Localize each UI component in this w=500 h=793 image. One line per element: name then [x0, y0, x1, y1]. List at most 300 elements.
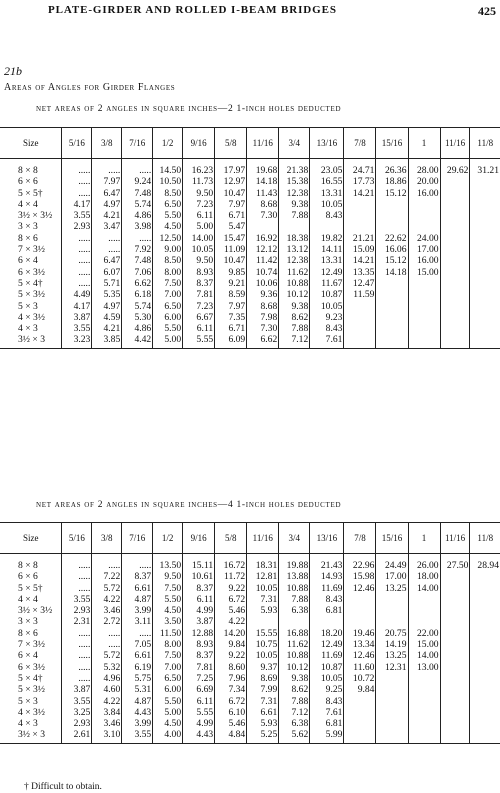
net-area-cell: 14.00 — [408, 650, 440, 661]
column-header-thickness: 3/8 — [92, 128, 122, 159]
net-area-cell: 8.43 — [310, 696, 344, 707]
net-area-cell — [376, 616, 408, 627]
net-area-cell: 8.68 — [247, 301, 279, 312]
net-area-cell — [376, 199, 408, 210]
net-area-cell: 10.50 — [153, 176, 183, 187]
table-row — [0, 639, 500, 650]
table-row — [0, 255, 500, 266]
net-area-cell — [376, 278, 408, 289]
net-area-cell: 15.09 — [344, 244, 376, 255]
net-area-cell: 8.69 — [247, 673, 279, 684]
net-area-cell: 7.98 — [247, 312, 279, 323]
table-title: Areas of Angles for Girder Flanges — [4, 82, 176, 93]
net-area-cell: 7.88 — [279, 323, 310, 334]
net-area-cell: 13.88 — [279, 571, 310, 582]
net-area-cell: 4.99 — [183, 718, 215, 729]
angle-size-cell: 8 × 6 — [18, 627, 38, 639]
net-area-cell: 15.00 — [408, 639, 440, 650]
net-area-cell: 10.05 — [247, 583, 279, 594]
net-area-cell: 8.62 — [279, 312, 310, 323]
angle-size-cell: 3 × 3 — [18, 616, 38, 628]
angle-size-cell: 6 × 4 — [18, 650, 38, 662]
net-area-cell: 4.43 — [183, 729, 215, 743]
net-area-cell — [440, 312, 470, 323]
net-area-cell — [440, 221, 470, 232]
column-header-thickness: 1/2 — [153, 128, 183, 159]
net-area-cell: 4.86 — [122, 210, 153, 221]
net-area-cell: 4.21 — [92, 323, 122, 334]
net-area-cell: 10.75 — [247, 639, 279, 650]
net-area-cell: 5.47 — [215, 221, 247, 232]
net-area-cell: 11.09 — [215, 244, 247, 255]
net-area-cell: 4.97 — [92, 199, 122, 210]
net-area-cell: 5.55 — [183, 707, 215, 718]
net-area-cell: 8.37 — [183, 278, 215, 289]
angle-size-cell: 4 × 3½ — [18, 311, 45, 323]
net-area-cell — [344, 221, 376, 232]
net-area-cell — [344, 729, 376, 743]
table-row — [0, 662, 500, 673]
net-area-cell: 7.61 — [310, 707, 344, 718]
net-area-cell — [470, 221, 500, 232]
net-area-cell: 10.47 — [215, 255, 247, 266]
column-header-thickness: 11/16 — [247, 523, 279, 554]
table-row — [0, 301, 500, 312]
net-area-cell: 7.81 — [183, 289, 215, 300]
angle-size-cell: 6 × 4 — [18, 255, 38, 267]
net-area-cell: 6.19 — [122, 662, 153, 673]
table-row — [0, 289, 500, 300]
net-area-cell — [440, 650, 470, 661]
net-area-cell — [344, 301, 376, 312]
net-area-cell — [440, 278, 470, 289]
net-area-cell: 7.50 — [153, 650, 183, 661]
net-area-cell: 12.46 — [344, 583, 376, 594]
net-area-cell: 15.12 — [376, 255, 408, 266]
net-area-cell — [408, 673, 440, 684]
net-area-cell: 8.43 — [310, 210, 344, 221]
angle-size-cell: 4 × 3½ — [18, 706, 45, 718]
angle-size-cell: 6 × 3½ — [18, 266, 45, 278]
net-area-cell: 12.38 — [279, 255, 310, 266]
net-area-cell: 3.55 — [122, 729, 153, 743]
angle-size-cell: 6 × 6 — [18, 571, 38, 583]
net-area-cell: 22.96 — [344, 554, 376, 572]
net-area-cell: 15.47 — [215, 233, 247, 244]
running-header — [0, 4, 500, 18]
net-area-cell — [408, 199, 440, 210]
net-area-cell: 9.84 — [344, 684, 376, 695]
net-area-cell: 9.85 — [215, 267, 247, 278]
net-area-cell: 3.99 — [122, 605, 153, 616]
net-area-cell: 2.72 — [92, 616, 122, 627]
angle-size-cell: 3½ × 3½ — [18, 210, 53, 222]
net-area-cell: 8.43 — [310, 594, 344, 605]
net-area-cell — [440, 684, 470, 695]
angle-size-cell: 5 × 4† — [18, 277, 43, 289]
net-area-cell: 10.47 — [215, 188, 247, 199]
net-area-cell: 8.93 — [183, 639, 215, 650]
net-area-cell: 28.00 — [408, 159, 440, 177]
table-row — [0, 650, 500, 661]
net-area-cell: ..... — [62, 159, 92, 177]
net-area-cell: 7.06 — [122, 267, 153, 278]
net-area-cell: 8.59 — [215, 289, 247, 300]
net-area-cell: 6.71 — [215, 323, 247, 334]
angle-size-cell: 7 × 3½ — [18, 244, 45, 256]
net-area-cell — [440, 662, 470, 673]
table-row — [0, 221, 500, 232]
net-area-cell — [470, 662, 500, 673]
net-area-cell: 13.50 — [153, 554, 183, 572]
net-area-cell — [470, 199, 500, 210]
net-area-cell: ..... — [122, 159, 153, 177]
table2-subtitle: net areas of 2 angles in square inches—4 1-inch holes deducted — [36, 500, 342, 510]
net-area-cell: 4.97 — [92, 301, 122, 312]
net-area-cell: 4.50 — [153, 718, 183, 729]
table-row — [0, 696, 500, 707]
net-area-cell: 16.92 — [247, 233, 279, 244]
net-area-cell: 10.72 — [344, 673, 376, 684]
net-area-cell — [344, 334, 376, 348]
net-area-cell: 9.38 — [279, 199, 310, 210]
net-area-cell: 27.50 — [440, 554, 470, 572]
net-area-cell: ..... — [62, 255, 92, 266]
net-area-cell: 10.88 — [279, 583, 310, 594]
net-area-cell: 8.00 — [153, 639, 183, 650]
net-area-cell — [440, 210, 470, 221]
net-area-cell: 7.23 — [183, 199, 215, 210]
net-area-cell: 8.37 — [183, 650, 215, 661]
net-area-cell: 8.93 — [183, 267, 215, 278]
net-area-cell — [470, 729, 500, 743]
net-area-cell — [440, 244, 470, 255]
net-area-cell: 10.05 — [310, 673, 344, 684]
net-area-cell: 9.24 — [122, 176, 153, 187]
net-area-cell: 24.00 — [408, 233, 440, 244]
net-area-cell: 12.97 — [215, 176, 247, 187]
net-area-cell: 3.46 — [92, 718, 122, 729]
net-area-cell: 10.87 — [310, 289, 344, 300]
net-area-cell — [470, 696, 500, 707]
net-area-cell: 3.85 — [92, 334, 122, 348]
net-area-cell: 6.61 — [122, 583, 153, 594]
table2-header-row — [0, 523, 500, 554]
net-area-cell: 13.12 — [279, 244, 310, 255]
net-area-cell: 18.00 — [408, 571, 440, 582]
net-area-cell — [247, 616, 279, 627]
net-area-cell: 7.12 — [279, 707, 310, 718]
net-area-cell: 21.43 — [310, 554, 344, 572]
net-area-cell: 3.87 — [183, 616, 215, 627]
net-area-cell — [470, 605, 500, 616]
net-area-cell: 9.38 — [279, 301, 310, 312]
net-area-cell — [440, 255, 470, 266]
net-area-cell: 13.25 — [376, 583, 408, 594]
net-area-cell: 3.55 — [62, 323, 92, 334]
net-area-cell: 5.31 — [122, 684, 153, 695]
net-area-cell — [470, 233, 500, 244]
net-area-cell: 24.71 — [344, 159, 376, 177]
column-header-thickness: 11/16 — [247, 128, 279, 159]
net-area-cell: 16.00 — [408, 188, 440, 199]
net-area-cell: 4.87 — [122, 696, 153, 707]
net-area-cell: 6.07 — [92, 267, 122, 278]
net-area-cell: 7.97 — [215, 301, 247, 312]
net-area-cell: 6.71 — [215, 210, 247, 221]
column-header-thickness: 5/8 — [215, 523, 247, 554]
net-area-cell — [408, 594, 440, 605]
net-area-cell: 7.88 — [279, 594, 310, 605]
net-area-cell: ..... — [62, 628, 92, 639]
table-row — [0, 323, 500, 334]
net-area-cell: 7.34 — [215, 684, 247, 695]
net-area-cell: 5.71 — [92, 278, 122, 289]
net-area-cell: 6.11 — [183, 323, 215, 334]
net-area-cell: 3.84 — [92, 707, 122, 718]
net-area-cell — [470, 583, 500, 594]
angle-size-cell: 3½ × 3 — [0, 729, 62, 743]
net-area-cell: 13.35 — [344, 267, 376, 278]
net-area-cell: 15.12 — [376, 188, 408, 199]
table-row — [0, 199, 500, 210]
net-area-cell: 6.47 — [92, 255, 122, 266]
net-area-cell: 4.49 — [62, 289, 92, 300]
net-area-cell: 13.34 — [344, 639, 376, 650]
angle-size-cell: 5 × 5† — [18, 187, 43, 199]
net-area-cell: 7.00 — [153, 662, 183, 673]
net-area-cell: 17.00 — [408, 244, 440, 255]
column-header-thickness: 11/16 — [440, 523, 470, 554]
net-area-cell — [376, 210, 408, 221]
column-header-thickness: 11/8 — [470, 523, 500, 554]
net-area-cell — [470, 210, 500, 221]
angle-size-cell: 4 × 3 — [18, 323, 38, 335]
net-area-cell — [440, 323, 470, 334]
net-area-cell: 3.10 — [92, 729, 122, 743]
net-area-cell: 5.72 — [92, 650, 122, 661]
net-area-cell: 6.61 — [247, 707, 279, 718]
net-area-cell: 12.88 — [183, 628, 215, 639]
net-area-cell: 3.25 — [62, 707, 92, 718]
angle-size-cell: 8 × 8 — [18, 165, 38, 176]
net-area-cell: 4.17 — [62, 199, 92, 210]
net-area-cell: 7.35 — [215, 312, 247, 323]
net-area-cell: 7.31 — [247, 594, 279, 605]
net-area-cell: 12.81 — [247, 571, 279, 582]
net-area-cell — [470, 255, 500, 266]
net-area-cell — [440, 301, 470, 312]
net-area-cell: 13.31 — [310, 255, 344, 266]
angle-size-cell: 5 × 4† — [18, 672, 43, 684]
net-area-cell — [440, 594, 470, 605]
net-area-cell: 6.11 — [183, 696, 215, 707]
net-area-cell: ..... — [62, 267, 92, 278]
net-area-cell: 5.25 — [247, 729, 279, 743]
net-area-cell — [376, 289, 408, 300]
net-area-cell — [344, 594, 376, 605]
net-area-cell — [470, 594, 500, 605]
net-area-cell: ..... — [62, 554, 92, 572]
net-area-cell: ..... — [62, 244, 92, 255]
net-area-cell: 5.74 — [122, 301, 153, 312]
net-area-cell: 7.50 — [153, 583, 183, 594]
net-area-cell — [440, 729, 470, 743]
net-area-cell — [470, 684, 500, 695]
table-row — [0, 583, 500, 594]
net-area-cell — [408, 221, 440, 232]
net-area-cell — [376, 729, 408, 743]
net-area-cell — [470, 673, 500, 684]
net-area-cell: ..... — [122, 233, 153, 244]
net-area-cell — [470, 188, 500, 199]
net-area-cell — [470, 244, 500, 255]
net-area-cell: 16.55 — [310, 176, 344, 187]
net-area-cell: 10.05 — [310, 199, 344, 210]
angle-size-cell: 3½ × 3½ — [18, 605, 53, 617]
net-area-cell: 6.38 — [279, 605, 310, 616]
net-area-cell — [344, 616, 376, 627]
net-area-cell: 11.67 — [310, 278, 344, 289]
net-area-cell: 18.20 — [310, 628, 344, 639]
net-area-cell — [408, 696, 440, 707]
net-area-cell: 28.94 — [470, 554, 500, 572]
net-area-cell — [344, 210, 376, 221]
net-area-cell: ..... — [122, 554, 153, 572]
net-area-cell — [440, 639, 470, 650]
net-area-cell: 11.69 — [310, 650, 344, 661]
net-area-cell — [470, 571, 500, 582]
net-area-cell: 9.00 — [153, 244, 183, 255]
net-area-cell: 7.12 — [279, 334, 310, 348]
net-area-cell: 5.99 — [310, 729, 344, 743]
net-area-cell: 6.62 — [122, 278, 153, 289]
net-area-cell: 2.61 — [62, 729, 92, 743]
net-area-cell — [470, 707, 500, 718]
net-area-cell — [470, 639, 500, 650]
net-area-cell: 6.18 — [122, 289, 153, 300]
net-area-cell: 8.62 — [279, 684, 310, 695]
table-row — [0, 210, 500, 221]
net-area-cell: 7.97 — [215, 199, 247, 210]
net-area-cell — [344, 707, 376, 718]
net-area-cell: 12.46 — [344, 650, 376, 661]
net-area-cell — [376, 323, 408, 334]
net-area-cell — [440, 334, 470, 348]
net-area-cell — [408, 289, 440, 300]
net-area-cell — [470, 312, 500, 323]
net-area-cell: 15.55 — [247, 628, 279, 639]
angle-size-cell: 6 × 3½ — [18, 661, 45, 673]
net-area-cell — [247, 221, 279, 232]
table-row — [0, 334, 500, 348]
net-area-cell — [376, 301, 408, 312]
column-header-thickness: 7/16 — [122, 128, 153, 159]
net-area-cell: 4.59 — [92, 312, 122, 323]
net-area-cell — [408, 707, 440, 718]
net-area-cell: 6.62 — [247, 334, 279, 348]
net-area-cell: 5.72 — [92, 583, 122, 594]
net-area-cell: 9.23 — [310, 312, 344, 323]
net-area-cell: 12.49 — [310, 267, 344, 278]
net-area-cell: 2.93 — [62, 605, 92, 616]
column-header-thickness: 7/8 — [344, 523, 376, 554]
net-area-cell: 14.21 — [344, 188, 376, 199]
net-area-cell: 10.87 — [310, 662, 344, 673]
net-area-cell: 19.46 — [344, 628, 376, 639]
table-row — [0, 278, 500, 289]
angle-size-cell: 5 × 5† — [18, 582, 43, 594]
net-area-cell: 5.30 — [122, 312, 153, 323]
net-area-cell: 11.73 — [183, 176, 215, 187]
net-area-cell: 5.00 — [153, 334, 183, 348]
angle-size-cell: 4 × 4 — [18, 198, 38, 210]
net-area-cell — [376, 312, 408, 323]
net-area-cell: 12.50 — [153, 233, 183, 244]
net-area-cell — [440, 267, 470, 278]
net-area-cell: 11.72 — [215, 571, 247, 582]
net-area-cell: 5.32 — [92, 662, 122, 673]
table-row — [0, 312, 500, 323]
table-row — [0, 554, 500, 572]
net-area-cell: 3.98 — [122, 221, 153, 232]
net-area-cell: 22.00 — [408, 628, 440, 639]
net-area-cell: 7.22 — [92, 571, 122, 582]
net-area-cell — [440, 199, 470, 210]
page-number: 425 — [478, 4, 496, 18]
net-area-cell: 10.12 — [279, 662, 310, 673]
net-area-cell — [408, 210, 440, 221]
table1-subtitle: net areas of 2 angles in square inches—2 1-inch holes deducted — [36, 104, 342, 114]
net-area-cell: 6.72 — [215, 696, 247, 707]
net-area-cell — [470, 323, 500, 334]
net-area-cell: 19.88 — [279, 554, 310, 572]
net-area-cell: 19.68 — [247, 159, 279, 177]
net-area-cell: 8.60 — [215, 662, 247, 673]
net-area-cell — [310, 616, 344, 627]
net-area-cell: ..... — [62, 571, 92, 582]
net-area-cell: ..... — [62, 639, 92, 650]
net-area-cell: 11.42 — [247, 255, 279, 266]
net-area-cell — [470, 301, 500, 312]
net-area-cell — [376, 334, 408, 348]
table-row — [0, 729, 500, 743]
net-area-cell: 7.61 — [310, 334, 344, 348]
net-area-cell: 7.88 — [279, 696, 310, 707]
net-area-cell: 7.31 — [247, 696, 279, 707]
net-area-cell: 13.00 — [408, 662, 440, 673]
net-area-cell: 5.46 — [215, 718, 247, 729]
net-area-cell — [440, 583, 470, 594]
column-header-thickness: 13/16 — [310, 128, 344, 159]
net-area-cell: 4.87 — [122, 594, 153, 605]
net-area-cell: ..... — [62, 278, 92, 289]
net-area-cell: 20.75 — [376, 628, 408, 639]
table-row — [0, 267, 500, 278]
net-area-cell: 15.00 — [408, 267, 440, 278]
net-area-cell: 9.21 — [215, 278, 247, 289]
net-area-cell: 6.50 — [153, 673, 183, 684]
table-row — [0, 594, 500, 605]
running-header-title: PLATE-GIRDER AND ROLLED I-BEAM BRIDGES — [48, 4, 337, 16]
net-area-cell: 4.43 — [122, 707, 153, 718]
net-area-cell — [408, 605, 440, 616]
net-area-cell: 6.00 — [153, 312, 183, 323]
net-area-cell — [408, 278, 440, 289]
net-area-cell: 6.00 — [153, 684, 183, 695]
angle-size-cell: 3 × 3 — [18, 221, 38, 233]
net-area-cell: ..... — [62, 233, 92, 244]
